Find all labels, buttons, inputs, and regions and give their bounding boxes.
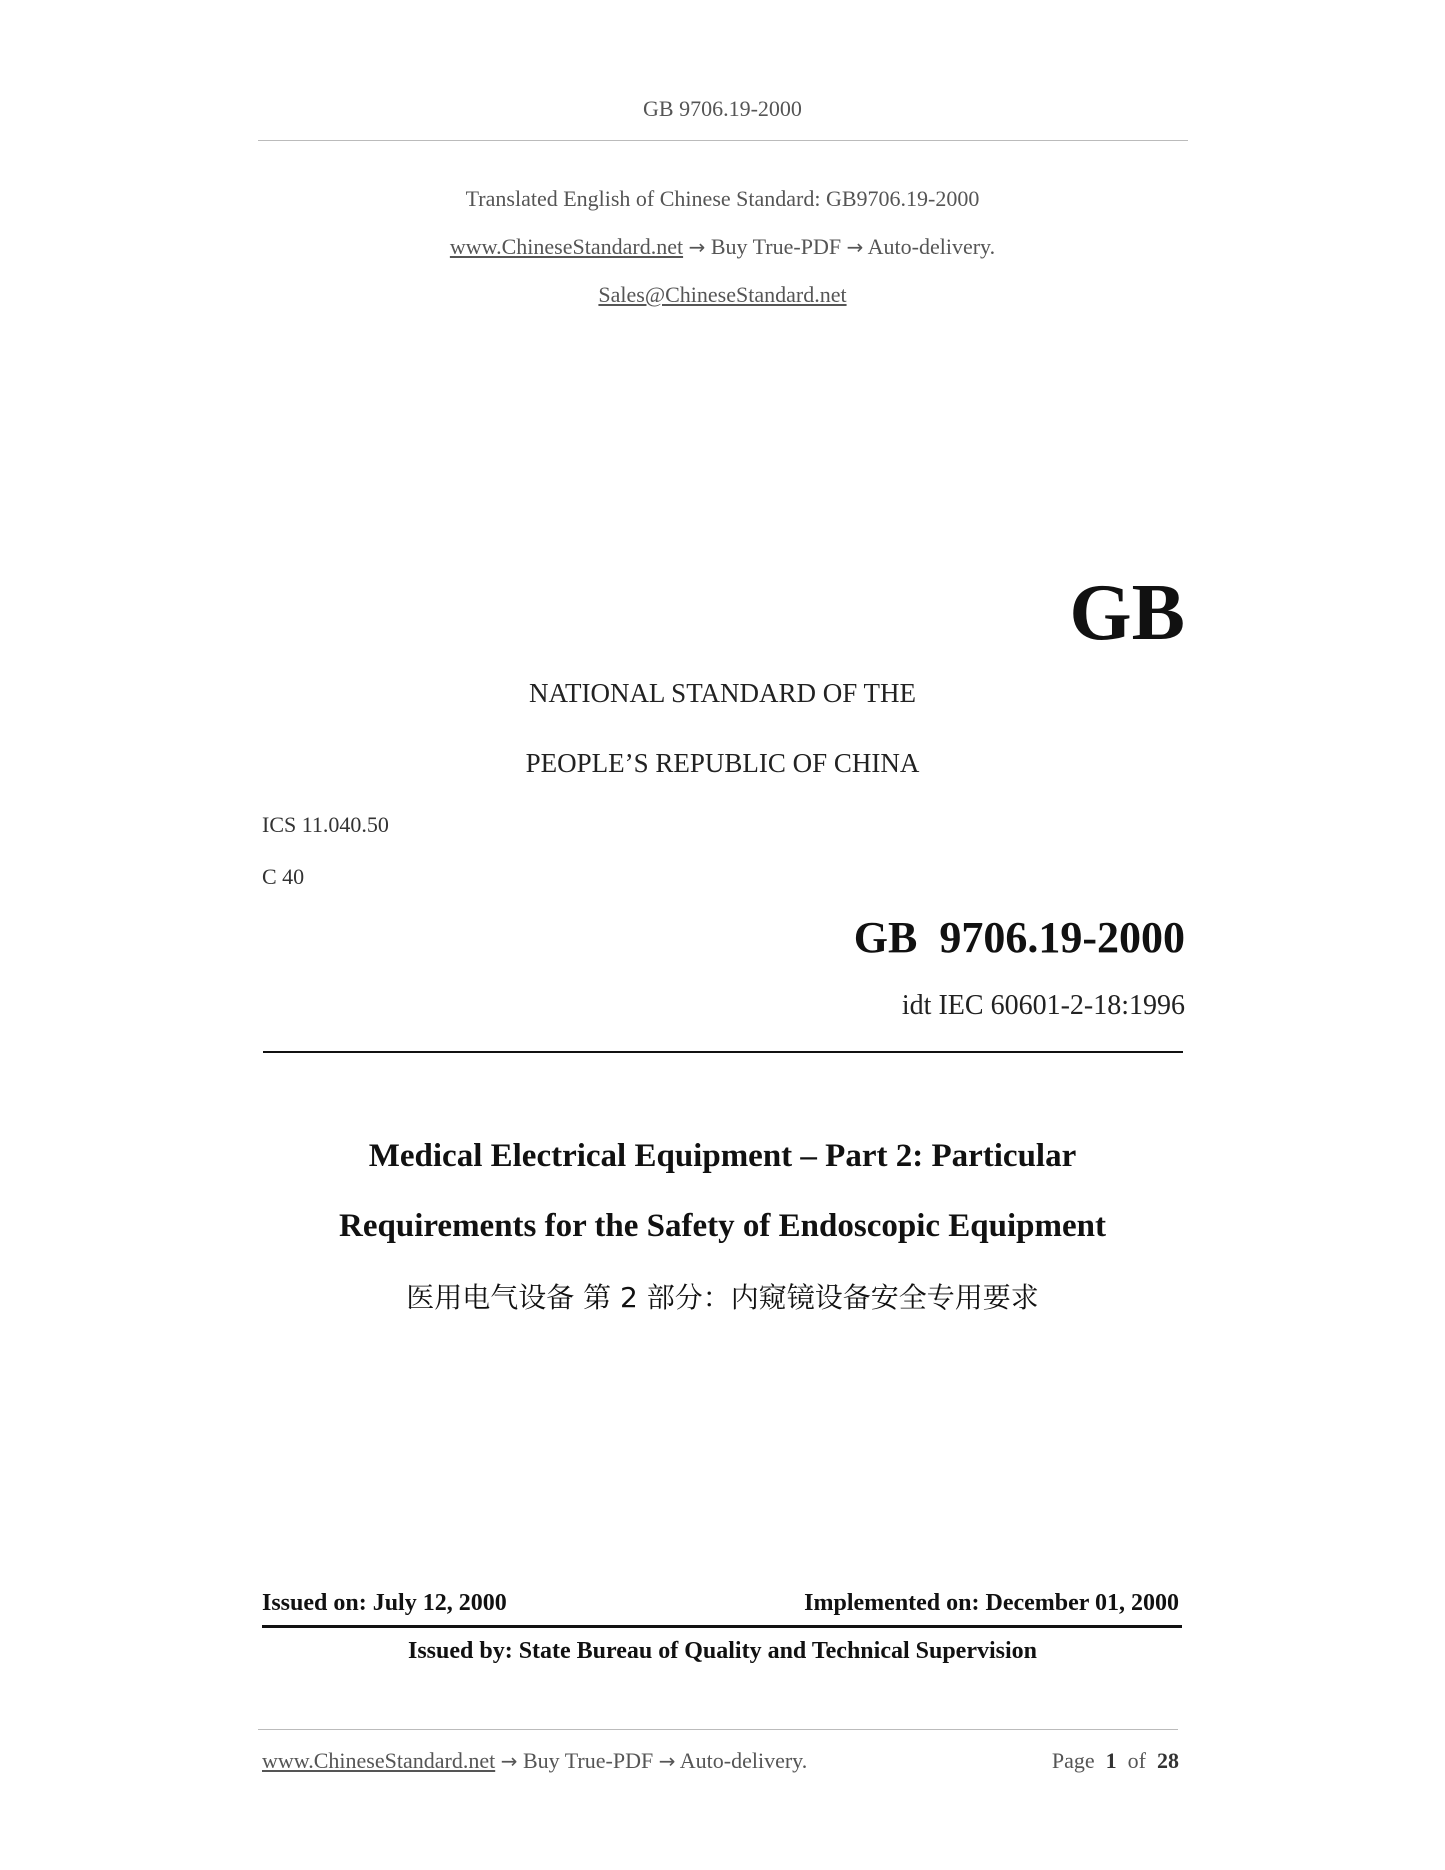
footer-divider — [258, 1729, 1178, 1730]
gb-logo: GB — [1069, 569, 1185, 657]
header-divider — [258, 140, 1188, 141]
title-en-line1: Medical Electrical Equipment – Part 2: Particular — [368, 1138, 1077, 1174]
ccs-code: C 40 — [262, 864, 305, 889]
email-line — [0, 282, 1445, 308]
title-zh: 医用电气设备 第 2 部分：内窥镜设备安全专用要求 — [406, 1281, 1039, 1314]
page-indicator — [1052, 1748, 1179, 1774]
footer-purchase-line — [262, 1748, 807, 1774]
arrow-right-icon: → — [846, 235, 864, 259]
ics-code: ICS 11.040.50 — [262, 812, 389, 837]
of-label: of — [1127, 1748, 1146, 1773]
site-link[interactable]: www.ChineseStandard.net — [449, 234, 684, 259]
buy-true-pdf-text: Buy True-PDF — [710, 234, 842, 259]
title-divider — [263, 1051, 1183, 1053]
auto-delivery-text: Auto-delivery. — [867, 234, 996, 259]
arrow-right-icon: → — [688, 235, 706, 259]
arrow-right-icon: → — [500, 1749, 518, 1773]
national-standard-line2: PEOPLE’S REPUBLIC OF CHINA — [525, 748, 920, 778]
national-standard-line1: NATIONAL STANDARD OF THE — [528, 678, 917, 708]
issued-date: Issued on: July 12, 2000 — [262, 1590, 507, 1616]
page-current: 1 — [1105, 1748, 1117, 1773]
implemented-date: Implemented on: December 01, 2000 — [804, 1590, 1179, 1616]
translation-notice: Translated English of Chinese Standard: GB9706.19-2000 — [465, 186, 980, 211]
sales-email-link[interactable]: Sales@ChineseStandard.net — [598, 282, 847, 307]
standard-number: GB 9706.19-2000 — [853, 913, 1185, 962]
page-label: Page — [1051, 1748, 1095, 1773]
page-total: 28 — [1157, 1748, 1179, 1773]
running-header: GB 9706.19-2000 — [643, 96, 802, 121]
footer-site-link[interactable]: www.ChineseStandard.net — [262, 1748, 496, 1773]
arrow-right-icon: → — [658, 1749, 676, 1773]
footer-auto-text: Auto-delivery. — [679, 1748, 808, 1773]
idt-reference: idt IEC 60601-2-18:1996 — [901, 990, 1185, 1021]
purchase-line — [0, 234, 1445, 260]
dates-divider — [262, 1625, 1182, 1628]
footer-buy-text: Buy True-PDF — [522, 1748, 654, 1773]
title-en-line2: Requirements for the Safety of Endoscopic Equipment — [339, 1208, 1106, 1244]
issuing-authority: Issued by: State Bureau of Quality and Technical Supervision — [407, 1638, 1038, 1664]
